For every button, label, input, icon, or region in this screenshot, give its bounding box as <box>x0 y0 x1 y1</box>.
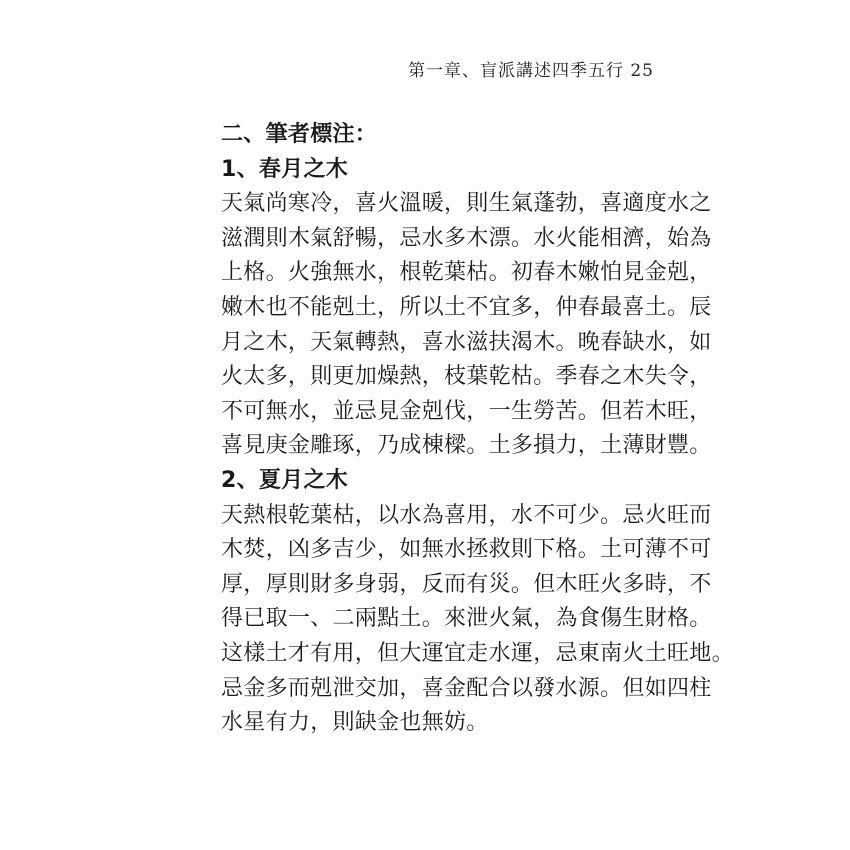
paragraph-line: 忌金多而剋泄交加，喜金配合以發水源。但如四柱 <box>221 675 712 701</box>
running-header <box>408 56 654 81</box>
paragraph-line: 上格。火強無水，根乾葉枯。初春木嫩怕見金剋， <box>221 260 712 286</box>
paragraph-line: 火太多，則更加燥熱，枝葉乾枯。季春之木失令， <box>221 364 712 390</box>
paragraph-line: 天熱根乾葉枯，以水為喜用，水不可少。忌火旺而 <box>221 502 712 528</box>
subsection-title-spring: 1、春月之木 <box>221 156 349 182</box>
paragraph-line: 月之木，天氣轉熱，喜水滋扶渴木。晚春缺水，如 <box>221 329 712 355</box>
page-body <box>221 118 734 741</box>
paragraph-line: 木焚，凶多吉少，如無水拯救則下格。土可薄不可 <box>221 537 712 563</box>
section-title: 二、筆者標注： <box>221 122 378 147</box>
chapter-title: 第一章、盲派講述四季五行 <box>407 61 624 81</box>
paragraph-line: 不可無水，並忌見金剋伐，一生勞苦。但若木旺， <box>221 398 712 424</box>
paragraph-line: 得已取一、二兩點土。來泄火氣，為食傷生財格。 <box>221 606 712 632</box>
subsection-title-summer: 2、夏月之木 <box>221 467 349 493</box>
paragraph-line: 嫩木也不能剋土，所以土不宜多，仲春最喜土。辰 <box>221 294 712 320</box>
paragraph-line: 这樣土才有用，但大運宜走水運，忌東南火土旺地。 <box>221 640 734 666</box>
paragraph-line: 厚，厚則財多身弱，反而有災。但木旺火多時，不 <box>221 571 712 597</box>
page-number: 25 <box>630 61 654 81</box>
paragraph-line: 天氣尚寒冷，喜火溫暖，則生氣蓬勃，喜適度水之 <box>221 191 712 217</box>
paragraph-line: 滋潤則木氣舒暢，忌水多木漂。水火能相濟，始為 <box>221 225 712 251</box>
paragraph-line: 水星有力，則缺金也無妨。 <box>221 710 489 736</box>
paragraph-line: 喜見庚金雕琢，乃成棟樑。土多損力，土薄財豐。 <box>221 433 712 459</box>
